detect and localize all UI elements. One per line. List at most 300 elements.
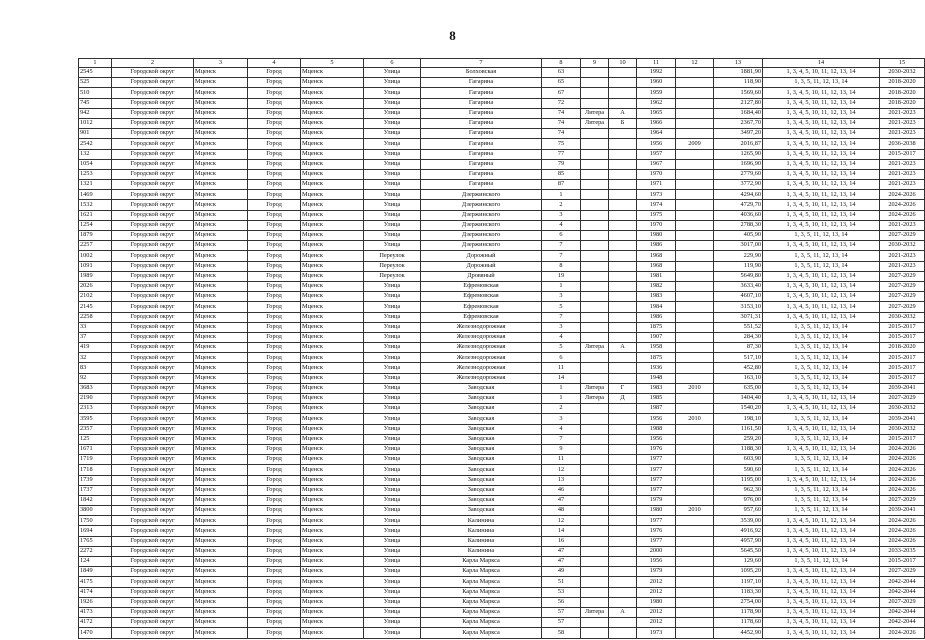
table-cell: 1, 3, 4, 5, 10, 11, 12, 13, 14	[763, 129, 880, 139]
table-cell: Мценск	[301, 628, 364, 638]
table-cell: Заводская	[421, 465, 542, 475]
table-cell: Город	[248, 536, 301, 546]
table-cell: Мценск	[194, 241, 248, 251]
table-cell	[609, 200, 637, 210]
table-row	[79, 587, 925, 597]
table-cell: 4916,92	[714, 526, 763, 536]
table-cell: Мценск	[301, 557, 364, 567]
table-cell: 1569,60	[714, 88, 763, 98]
table-cell: Городской округ	[112, 424, 194, 434]
table-cell	[609, 597, 637, 607]
table-cell: 1, 3, 4, 5, 10, 11, 12, 13, 14	[763, 607, 880, 617]
table-cell: Городской округ	[112, 557, 194, 567]
table-cell: Городской округ	[112, 607, 194, 617]
table-row	[79, 129, 925, 139]
table-cell	[581, 200, 609, 210]
table-cell	[609, 190, 637, 200]
table-cell: 1970	[637, 169, 676, 179]
table-cell: 1, 3, 4, 5, 10, 11, 12, 13, 14	[763, 200, 880, 210]
table-cell: 229,90	[714, 251, 763, 261]
table-cell: Мценск	[301, 261, 364, 271]
table-cell	[609, 414, 637, 424]
table-cell: Дорожный	[421, 261, 542, 271]
table-cell: 92	[79, 373, 112, 383]
table-cell: 2015-2017	[880, 322, 925, 332]
table-cell: Литера	[581, 118, 609, 128]
table-cell: 1, 3, 4, 5, 10, 11, 12, 13, 14	[763, 546, 880, 556]
table-cell	[676, 108, 714, 118]
table-cell: 1, 3, 4, 5, 10, 11, 12, 13, 14	[763, 567, 880, 577]
table-cell: Мценск	[301, 281, 364, 291]
table-cell: Мценск	[301, 434, 364, 444]
table-cell: Мценск	[301, 516, 364, 526]
table-cell: 1, 3, 5, 11, 12, 13, 14	[763, 557, 880, 567]
table-row	[79, 312, 925, 322]
table-cell	[609, 587, 637, 597]
table-cell	[676, 180, 714, 190]
table-cell: 12	[542, 465, 581, 475]
table-cell: 132	[79, 149, 112, 159]
table-cell: 1, 3, 5, 11, 12, 13, 14	[763, 465, 880, 475]
table-row	[79, 210, 925, 220]
table-cell: 1321	[79, 180, 112, 190]
table-cell	[609, 281, 637, 291]
table-cell	[581, 404, 609, 414]
table-cell: Мценск	[194, 363, 248, 373]
table-cell	[676, 607, 714, 617]
table-cell: Мценск	[301, 292, 364, 302]
table-cell: 1982	[637, 281, 676, 291]
table-cell: 3497,20	[714, 129, 763, 139]
table-cell: Мценск	[301, 343, 364, 353]
table-cell: 4173	[79, 607, 112, 617]
table-cell: 2021-2023	[880, 261, 925, 271]
table-cell: Литера	[581, 108, 609, 118]
table-cell: 33	[79, 322, 112, 332]
table-cell: 2145	[79, 302, 112, 312]
table-cell: 1, 3, 4, 5, 10, 11, 12, 13, 14	[763, 68, 880, 78]
table-cell	[676, 302, 714, 312]
table-row	[79, 424, 925, 434]
table-body	[79, 68, 925, 639]
table-cell: Мценск	[194, 567, 248, 577]
table-cell: Город	[248, 231, 301, 241]
table-cell: 1958	[637, 343, 676, 353]
table-cell: Улица	[364, 383, 421, 393]
table-cell: Город	[248, 98, 301, 108]
table-cell	[609, 302, 637, 312]
table-cell	[581, 414, 609, 424]
table-row	[79, 618, 925, 628]
table-cell: Город	[248, 302, 301, 312]
table-cell	[676, 281, 714, 291]
table-cell: 1, 3, 5, 11, 12, 13, 14	[763, 455, 880, 465]
table-cell: 16	[542, 536, 581, 546]
table-cell	[581, 577, 609, 587]
table-cell: Мценск	[301, 78, 364, 88]
table-cell: Улица	[364, 200, 421, 210]
table-cell: 1178,90	[714, 607, 763, 617]
table-cell: 2272	[79, 546, 112, 556]
table-cell	[676, 68, 714, 78]
table-cell: Город	[248, 444, 301, 454]
table-cell: 1980	[637, 231, 676, 241]
table-cell: Заводская	[421, 434, 542, 444]
table-cell: Переулок	[364, 251, 421, 261]
table-cell: Дзержинского	[421, 231, 542, 241]
table-cell: Город	[248, 251, 301, 261]
table-cell	[581, 149, 609, 159]
table-cell: 2015-2017	[880, 557, 925, 567]
table-cell: Городской округ	[112, 343, 194, 353]
table-cell: Улица	[364, 312, 421, 322]
table-cell: 2030-2032	[880, 424, 925, 434]
table-cell	[581, 159, 609, 169]
table-cell: Заводская	[421, 383, 542, 393]
table-row	[79, 404, 925, 414]
table-cell: 6	[542, 353, 581, 363]
table-cell: Городской округ	[112, 261, 194, 271]
table-cell: 419	[79, 343, 112, 353]
table-cell: Городской округ	[112, 465, 194, 475]
table-cell: Калинина	[421, 546, 542, 556]
table-cell: Город	[248, 88, 301, 98]
table-cell: 1	[542, 281, 581, 291]
table-cell	[581, 312, 609, 322]
table-cell	[581, 587, 609, 597]
table-cell: Мценск	[301, 618, 364, 628]
table-cell: Мценск	[301, 597, 364, 607]
table-cell: Город	[248, 292, 301, 302]
table-cell: Улица	[364, 169, 421, 179]
table-cell: Мценск	[194, 210, 248, 220]
table-cell: Улица	[364, 98, 421, 108]
table-cell	[676, 261, 714, 271]
table-cell: Улица	[364, 353, 421, 363]
table-cell: 2030-2032	[880, 312, 925, 322]
table-cell: Улица	[364, 241, 421, 251]
table-cell: 3071,31	[714, 312, 763, 322]
table-cell: 2027-2029	[880, 394, 925, 404]
table-cell: 3	[542, 322, 581, 332]
table-cell: Мценск	[301, 118, 364, 128]
table-cell: 2039-2041	[880, 383, 925, 393]
table-cell	[581, 557, 609, 567]
table-cell: Улица	[364, 546, 421, 556]
table-cell: 1, 3, 5, 11, 12, 13, 14	[763, 343, 880, 353]
table-cell	[676, 312, 714, 322]
table-cell: Гагарина	[421, 118, 542, 128]
table-cell	[676, 526, 714, 536]
table-cell	[676, 88, 714, 98]
table-cell: 65	[542, 78, 581, 88]
table-cell: 72	[542, 98, 581, 108]
table-cell: Город	[248, 363, 301, 373]
table-cell: Мценск	[194, 220, 248, 230]
table-cell: Город	[248, 383, 301, 393]
table-cell	[581, 129, 609, 139]
table-cell	[676, 200, 714, 210]
table-row	[79, 557, 925, 567]
table-cell: 1, 3, 4, 5, 10, 11, 12, 13, 14	[763, 292, 880, 302]
table-cell: 47	[542, 495, 581, 505]
table-cell: 1254	[79, 220, 112, 230]
table-cell: 2027-2029	[880, 302, 925, 312]
table-cell: Мценск	[194, 129, 248, 139]
table-cell: 2027-2029	[880, 292, 925, 302]
table-row	[79, 322, 925, 332]
table-cell	[581, 231, 609, 241]
table-cell: Мценск	[301, 231, 364, 241]
table-cell: 118,90	[714, 78, 763, 88]
table-cell: Городской округ	[112, 526, 194, 536]
table-cell: Город	[248, 343, 301, 353]
table-cell: Городской округ	[112, 98, 194, 108]
table-row	[79, 383, 925, 393]
table-cell	[609, 495, 637, 505]
table-cell: Улица	[364, 394, 421, 404]
table-cell: Мценск	[194, 159, 248, 169]
table-row	[79, 220, 925, 230]
table-cell: Мценск	[194, 444, 248, 454]
table-cell: Город	[248, 618, 301, 628]
table-cell	[581, 220, 609, 230]
table-cell: 1957	[637, 149, 676, 159]
table-row	[79, 343, 925, 353]
table-cell: 6	[542, 231, 581, 241]
table-cell: 1879	[79, 231, 112, 241]
table-cell: 2012	[637, 587, 676, 597]
table-cell: 4957,90	[714, 536, 763, 546]
table-cell: Мценск	[194, 414, 248, 424]
table-cell: Мценск	[194, 424, 248, 434]
table-cell	[676, 587, 714, 597]
table-cell: Мценск	[194, 475, 248, 485]
table-cell: 2015-2017	[880, 363, 925, 373]
table-cell: Город	[248, 220, 301, 230]
table-cell: Железнодорожная	[421, 343, 542, 353]
table-cell: Мценск	[301, 404, 364, 414]
table-cell: 2027-2029	[880, 231, 925, 241]
table-cell: Мценск	[301, 180, 364, 190]
table-cell: 13	[542, 475, 581, 485]
table-cell: Городской округ	[112, 200, 194, 210]
table-cell	[581, 78, 609, 88]
table-cell: 3	[542, 292, 581, 302]
table-cell: 2024-2026	[880, 465, 925, 475]
table-cell	[676, 353, 714, 363]
table-cell	[676, 516, 714, 526]
table-cell: 1, 3, 4, 5, 10, 11, 12, 13, 14	[763, 88, 880, 98]
table-cell: 2015-2017	[880, 353, 925, 363]
table-cell: Карла Маркса	[421, 557, 542, 567]
table-cell: Город	[248, 210, 301, 220]
table-cell: 51	[542, 577, 581, 587]
table-cell: 2010	[676, 383, 714, 393]
table-cell: Дзержинского	[421, 200, 542, 210]
table-cell	[676, 577, 714, 587]
table-cell: 1979	[637, 495, 676, 505]
table-cell: 1, 3, 4, 5, 10, 11, 12, 13, 14	[763, 139, 880, 149]
table-cell: Мценск	[301, 251, 364, 261]
table-cell: Мценск	[301, 139, 364, 149]
table-cell: Город	[248, 108, 301, 118]
table-cell: Литера	[581, 607, 609, 617]
table-cell: Город	[248, 190, 301, 200]
table-cell: Городской округ	[112, 68, 194, 78]
table-cell: 1985	[637, 394, 676, 404]
table-cell	[609, 241, 637, 251]
table-cell	[609, 557, 637, 567]
table-cell: Мценск	[194, 271, 248, 281]
table-cell: Улица	[364, 506, 421, 516]
table-cell	[676, 567, 714, 577]
table-cell: 2367,70	[714, 118, 763, 128]
table-cell: Мценск	[301, 129, 364, 139]
table-cell: Городской округ	[112, 434, 194, 444]
table-cell: 1, 3, 4, 5, 10, 11, 12, 13, 14	[763, 271, 880, 281]
table-cell: Дзержинского	[421, 220, 542, 230]
table-cell: Заводская	[421, 444, 542, 454]
table-cell: Город	[248, 200, 301, 210]
table-cell: Гагарина	[421, 78, 542, 88]
table-cell: 1183,30	[714, 587, 763, 597]
table-cell	[676, 618, 714, 628]
table-cell: Мценск	[301, 302, 364, 312]
table-cell: Городской округ	[112, 302, 194, 312]
table-cell: 2024-2026	[880, 485, 925, 495]
table-cell: 58	[542, 628, 581, 638]
table-cell: Мценск	[301, 506, 364, 516]
table-cell: Улица	[364, 424, 421, 434]
table-cell	[581, 88, 609, 98]
table-cell: 1, 3, 4, 5, 10, 11, 12, 13, 14	[763, 516, 880, 526]
table-cell: Мценск	[194, 78, 248, 88]
table-cell: Городской округ	[112, 516, 194, 526]
table-cell: Литера	[581, 343, 609, 353]
table-cell: 1694	[79, 526, 112, 536]
table-cell: 1, 3, 4, 5, 10, 11, 12, 13, 14	[763, 536, 880, 546]
table-cell: Литера	[581, 394, 609, 404]
table-cell: Улица	[364, 557, 421, 567]
table-cell: 517,10	[714, 353, 763, 363]
table-cell	[581, 628, 609, 638]
table-cell	[676, 169, 714, 179]
table-cell	[676, 465, 714, 475]
table-cell: Мценск	[194, 607, 248, 617]
table-cell: Городской округ	[112, 353, 194, 363]
table-cell: Дзержинского	[421, 190, 542, 200]
table-row	[79, 231, 925, 241]
column-header: 12	[676, 59, 714, 68]
table-cell: 125	[79, 434, 112, 444]
table-cell: 48	[542, 506, 581, 516]
table-cell: Ефремовская	[421, 302, 542, 312]
table-cell: Карла Маркса	[421, 597, 542, 607]
table-cell	[609, 261, 637, 271]
table-cell: Гагарина	[421, 129, 542, 139]
table-cell: 1926	[79, 597, 112, 607]
table-cell: Мценск	[301, 200, 364, 210]
table-cell: 1, 3, 5, 11, 12, 13, 14	[763, 363, 880, 373]
table-cell: Заводская	[421, 424, 542, 434]
column-header: 11	[637, 59, 676, 68]
table-row	[79, 180, 925, 190]
table-row	[79, 292, 925, 302]
table-cell: 2010	[676, 506, 714, 516]
table-cell: Улица	[364, 129, 421, 139]
table-cell	[609, 88, 637, 98]
table-cell: Мценск	[194, 495, 248, 505]
table-cell: Мценск	[194, 200, 248, 210]
table-cell: 1981	[637, 271, 676, 281]
table-cell: 1012	[79, 118, 112, 128]
table-cell	[581, 618, 609, 628]
table-cell: 14	[542, 526, 581, 536]
table-cell	[676, 78, 714, 88]
table-cell: 2042-2044	[880, 618, 925, 628]
table-cell: Улица	[364, 108, 421, 118]
table-cell	[609, 139, 637, 149]
table-cell	[581, 180, 609, 190]
table-cell: Городской округ	[112, 292, 194, 302]
table-cell: 1956	[637, 414, 676, 424]
table-cell: Улица	[364, 628, 421, 638]
table-cell: Мценск	[194, 332, 248, 342]
table-cell: 1696,90	[714, 159, 763, 169]
table-row	[79, 516, 925, 526]
table-cell	[581, 526, 609, 536]
page-number: 8	[449, 28, 456, 43]
table-row	[79, 465, 925, 475]
table-row	[79, 526, 925, 536]
table-cell: 525	[79, 78, 112, 88]
table-row	[79, 169, 925, 179]
table-cell: 2015-2017	[880, 149, 925, 159]
column-header: 8	[542, 59, 581, 68]
table-cell: 1977	[637, 475, 676, 485]
table-cell: 2027-2029	[880, 597, 925, 607]
table-cell: Городской округ	[112, 251, 194, 261]
table-cell: Улица	[364, 302, 421, 312]
table-cell: 1987	[637, 404, 676, 414]
table-cell: Мценск	[301, 587, 364, 597]
table-cell: Город	[248, 129, 301, 139]
table-cell: 2026	[79, 281, 112, 291]
table-cell: Улица	[364, 68, 421, 78]
table-cell: Мценск	[194, 618, 248, 628]
table-cell: 284,30	[714, 332, 763, 342]
table-cell: Карла Маркса	[421, 607, 542, 617]
table-cell: Гагарина	[421, 108, 542, 118]
table-cell: 1842	[79, 495, 112, 505]
table-cell: 2788,30	[714, 220, 763, 230]
table-cell: 74	[542, 108, 581, 118]
table-cell: 11	[542, 455, 581, 465]
table-cell: 603,90	[714, 455, 763, 465]
table-cell	[676, 220, 714, 230]
table-cell: 2	[542, 200, 581, 210]
table-cell: Городской округ	[112, 587, 194, 597]
table-cell	[609, 455, 637, 465]
table-cell: Мценск	[301, 455, 364, 465]
table-cell: Мценск	[301, 98, 364, 108]
table-cell: 1, 3, 4, 5, 10, 11, 12, 13, 14	[763, 526, 880, 536]
table-row	[79, 332, 925, 342]
table-cell: 1992	[637, 68, 676, 78]
table-cell: Город	[248, 465, 301, 475]
table-cell: 2030-2032	[880, 404, 925, 414]
